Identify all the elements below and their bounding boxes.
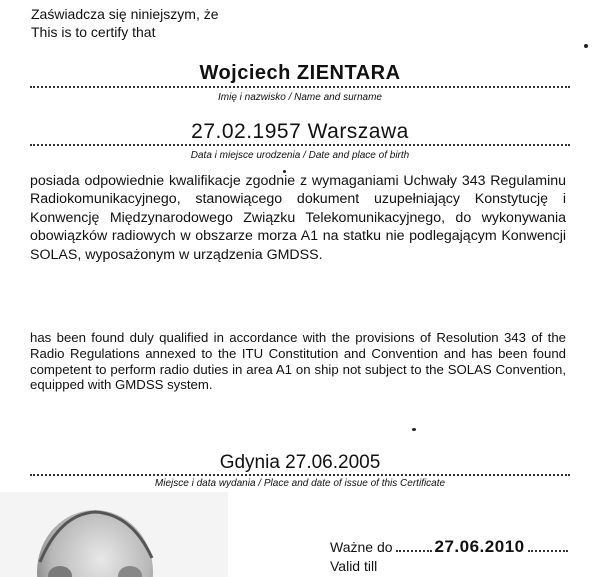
qualification-text-english: has been found duly qualified in accordance with the provisions of Resolution 343 of the Radio Regulations annexed to the ITU Constitution and Convention and has been found competent to perform radio duties in area A1 on ship not subject to the SOLAS Convention, equipped with GMDSS system. — [30, 330, 566, 393]
scan-speck — [283, 170, 286, 173]
qualification-text-polish: posiada odpowiednie kwalifikacje zgodnie z wymaganiami Uchwały 343 Regulaminu Radiokomunikacyjnego, stanowiącego dokument uzupełniający Konstytucję i Konwencję Międzynarodowego Związku Telekomunikacyjnego, do wykonywania obowiązków radiowych w obszarze morza A1 na statku nie podlegającym Konwencji SOLAS, wyposażonym w urządzenia GMDSS. — [30, 173, 566, 263]
validity-line — [330, 537, 571, 557]
photo-head-silhouette — [0, 492, 228, 577]
valid-until-label-english: Valid till — [330, 558, 378, 574]
holder-photo — [0, 492, 228, 577]
intro-english: This is to certify that — [31, 24, 156, 40]
issue-dotted-line — [30, 474, 570, 476]
validity-dots-left — [396, 550, 432, 552]
valid-until-label-polish: Ważne do — [330, 539, 393, 555]
valid-until-date: 27.06.2010 — [434, 537, 525, 556]
validity-dots-right — [528, 550, 568, 552]
birth-caption: Data i miejsce urodzenia / Date and place of birth — [190, 150, 410, 161]
intro-polish: Zaświadcza się niniejszym, że — [31, 6, 219, 22]
birth-dotted-line — [30, 144, 570, 146]
issue-place-date: Gdynia 27.06.2005 — [219, 452, 381, 473]
name-dotted-line — [30, 86, 570, 88]
scan-speck — [412, 428, 416, 431]
name-caption: Imię i nazwisko / Name and surname — [218, 92, 382, 103]
holder-name: Wojciech ZIENTARA — [199, 62, 401, 84]
issue-caption: Miejsce i data wydania / Place and date of issue of this Certificate — [154, 478, 446, 489]
birth-date-place: 27.02.1957 Warszawa — [191, 120, 409, 143]
validity-block — [330, 537, 571, 574]
scan-speck — [584, 44, 588, 48]
